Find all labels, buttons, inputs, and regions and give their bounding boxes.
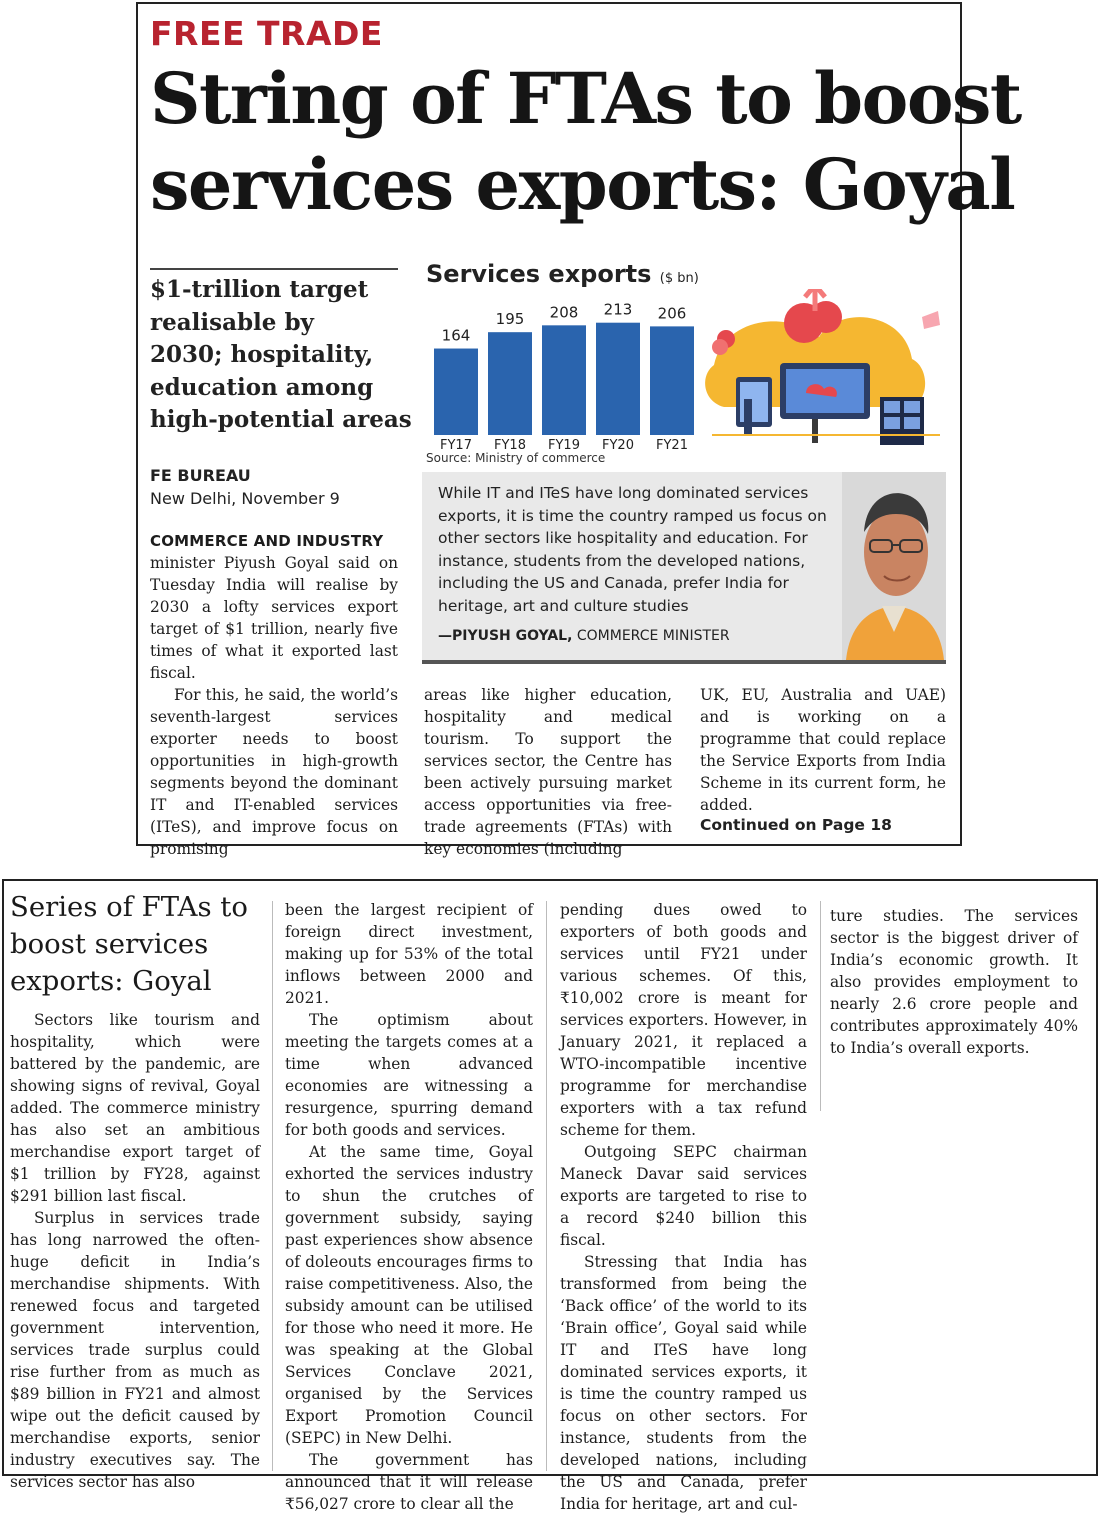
continuation-headline-line: Series of FTAs to <box>10 891 248 923</box>
continuation-headline-line: exports: Goyal <box>10 965 212 997</box>
bar-fy17 <box>434 349 478 435</box>
bar-fy19 <box>542 325 586 435</box>
chart-bars <box>434 323 694 435</box>
chart-source: Source: Ministry of commerce <box>426 451 606 465</box>
continuation-headline <box>10 889 260 1000</box>
paragraph: UK, EU, Australia and UAE) and is working on a programme that could replace the Service Exports from India Scheme in its current form, he added. <box>700 686 946 814</box>
category-tick-label: FY20 <box>602 438 634 451</box>
bar-value-label: 206 <box>657 304 687 323</box>
continuation-column-1 <box>10 1009 260 1493</box>
column-divider <box>820 901 821 1111</box>
continuation-column-4 <box>830 905 1078 1059</box>
headline-line-1: String of FTAs to boost <box>150 57 1021 140</box>
bar-value-label: 208 <box>549 303 579 322</box>
deck-line: 2030; hospitality, <box>150 341 374 368</box>
paragraph: Sectors like tourism and hospitality, which were battered by the pandemic, are showing signs of revival, Goyal added. The commerce ministry has also set an ambitious merchandise export target of $1 trillion by FY28, against $291 billion last fiscal. <box>10 1011 260 1205</box>
category-tick-label: FY17 <box>440 438 472 451</box>
column-divider <box>546 901 547 1471</box>
paragraph: been the largest recipient of foreign direct investment, making up for 53% of the total inflows between 2000 and 2021. <box>285 901 533 1007</box>
paragraph: The optimism about meeting the targets comes at a time when advanced economies are witnessing a resurgence, spurring demand for both goods and services. <box>285 1011 533 1139</box>
bar-fy18 <box>488 332 532 435</box>
deck-subheadline <box>150 268 412 437</box>
deck-line: realisable by <box>150 308 314 336</box>
category-tick-label: FY21 <box>656 438 688 451</box>
category-tick-label: FY19 <box>548 438 580 451</box>
chart-unit: ($ bn) <box>659 271 699 286</box>
body-column-1 <box>150 530 398 860</box>
deck-line: high-potential areas <box>150 406 412 433</box>
paragraph: minister Piyush Goyal said on Tuesday India will realise by 2030 a lofty services export target of $1 trillion, nearly five times of what it exported last fiscal. <box>150 554 398 682</box>
quote-speaker: —PIYUSH GOYAL, <box>438 628 573 644</box>
deck-line: $1-trillion target <box>150 276 369 303</box>
quote-speaker-role: COMMERCE MINISTER <box>576 628 730 644</box>
chart-title <box>426 260 699 288</box>
pull-quote-attribution <box>438 628 730 644</box>
body-column-3 <box>700 684 946 816</box>
pull-quote-box <box>422 472 946 664</box>
paragraph: areas like higher education, hospitality and medical tourism. To support the services sector, the Centre has been actively pursuing market access opportunities via free-trade agreements (FTAs) with key economies (including <box>424 686 672 858</box>
continuation-headline-line: boost services <box>10 928 209 960</box>
headline <box>150 56 1021 228</box>
column-divider <box>272 901 273 1471</box>
continued-link[interactable]: Continued on Page 18 <box>700 816 892 834</box>
services-exports-bar-chart <box>424 289 944 451</box>
continuation-column-3 <box>560 899 807 1515</box>
category-tick-label: FY18 <box>494 438 526 451</box>
paragraph: For this, he said, the world’s seventh-largest services exporter needs to boost opportunities in high-growth segments beyond the dominant IT and IT-enabled services (ITeS), and improve focus on promising <box>150 686 398 858</box>
article-clipping-continuation <box>2 879 1098 1513</box>
byline-bureau: FE BUREAU <box>150 466 251 485</box>
bar-value-label: 164 <box>441 326 471 345</box>
bar-value-label: 213 <box>603 300 633 319</box>
bar-fy21 <box>650 326 694 435</box>
bar-fy20 <box>596 323 640 435</box>
paragraph: At the same time, Goyal exhorted the services industry to shun the crutches of government subsidy, saying past experiences show absence of doleouts encourages firms to raise competitiveness. Also, the subsidy amount can be utilised for those who need it more. He was speaking at the Global Services Conclave 2021, organised by the Services Export Promotion Council (SEPC) in New Delhi. <box>285 1143 533 1447</box>
body-column-2 <box>424 684 672 860</box>
byline <box>150 464 340 510</box>
byline-dateline: New Delhi, November 9 <box>150 489 340 508</box>
chart-tick-labels <box>440 438 688 451</box>
headline-line-2: services exports: Goyal <box>150 143 1015 226</box>
section-kicker: FREE TRADE <box>150 14 383 53</box>
continuation-column-2 <box>285 899 533 1515</box>
bar-value-label: 195 <box>495 310 525 329</box>
paragraph: Stressing that India has transformed from being the ‘Back office’ of the world to its ‘Brain office’, Goyal said while IT and ITeS have long dominated services exports, it is time the country ramped us focus on other sectors. For instance, students from the developed nations, including the US and Canada, prefer India for heritage, art and cul- <box>560 1253 807 1513</box>
paragraph: Outgoing SEPC chairman Maneck Davar said services exports are targeted to rise to a record $240 billion this fiscal. <box>560 1143 807 1249</box>
paragraph: pending dues owed to exporters of both goods and services until FY21 under various schemes. Of this, ₹10,002 crore is meant for services exporters. However, in January 2021, it replaced a WTO-incompatible incentive programme for merchandise exporters with a tax refund scheme for them. <box>560 901 807 1139</box>
lead-in: COMMERCE AND INDUSTRY <box>150 532 384 550</box>
paragraph: ture studies. The services sector is the biggest driver of India’s economic growth. It also provides employment to nearly 2.6 crore people and contributes approximately 40% to India’s overall exports. <box>830 907 1078 1057</box>
minister-portrait-photo <box>842 472 946 660</box>
deck-line: education among <box>150 373 374 401</box>
article-clipping-front-page <box>136 2 1021 858</box>
pull-quote-text: While IT and ITeS have long dominated services exports, it is time the country ramped us focus on other sectors like hospitality and education. For instance, students from the developed nations, including the US and Canada, prefer India for heritage, art and culture studies <box>438 484 827 615</box>
paragraph: Surplus in services trade has long narrowed the often-huge deficit in India’s merchandise shipments. With renewed focus and targeted government intervention, services trade surplus could rise further from as much as $89 billion in FY21 and almost wipe out the deficit caused by merchandise exports, senior industry executives say. The services sector has also <box>10 1209 260 1491</box>
chart-title-text: Services exports <box>426 260 652 288</box>
cloud-computing-illustration <box>705 289 940 445</box>
paragraph: The government has announced that it will release ₹56,027 crore to clear all the <box>285 1451 533 1513</box>
